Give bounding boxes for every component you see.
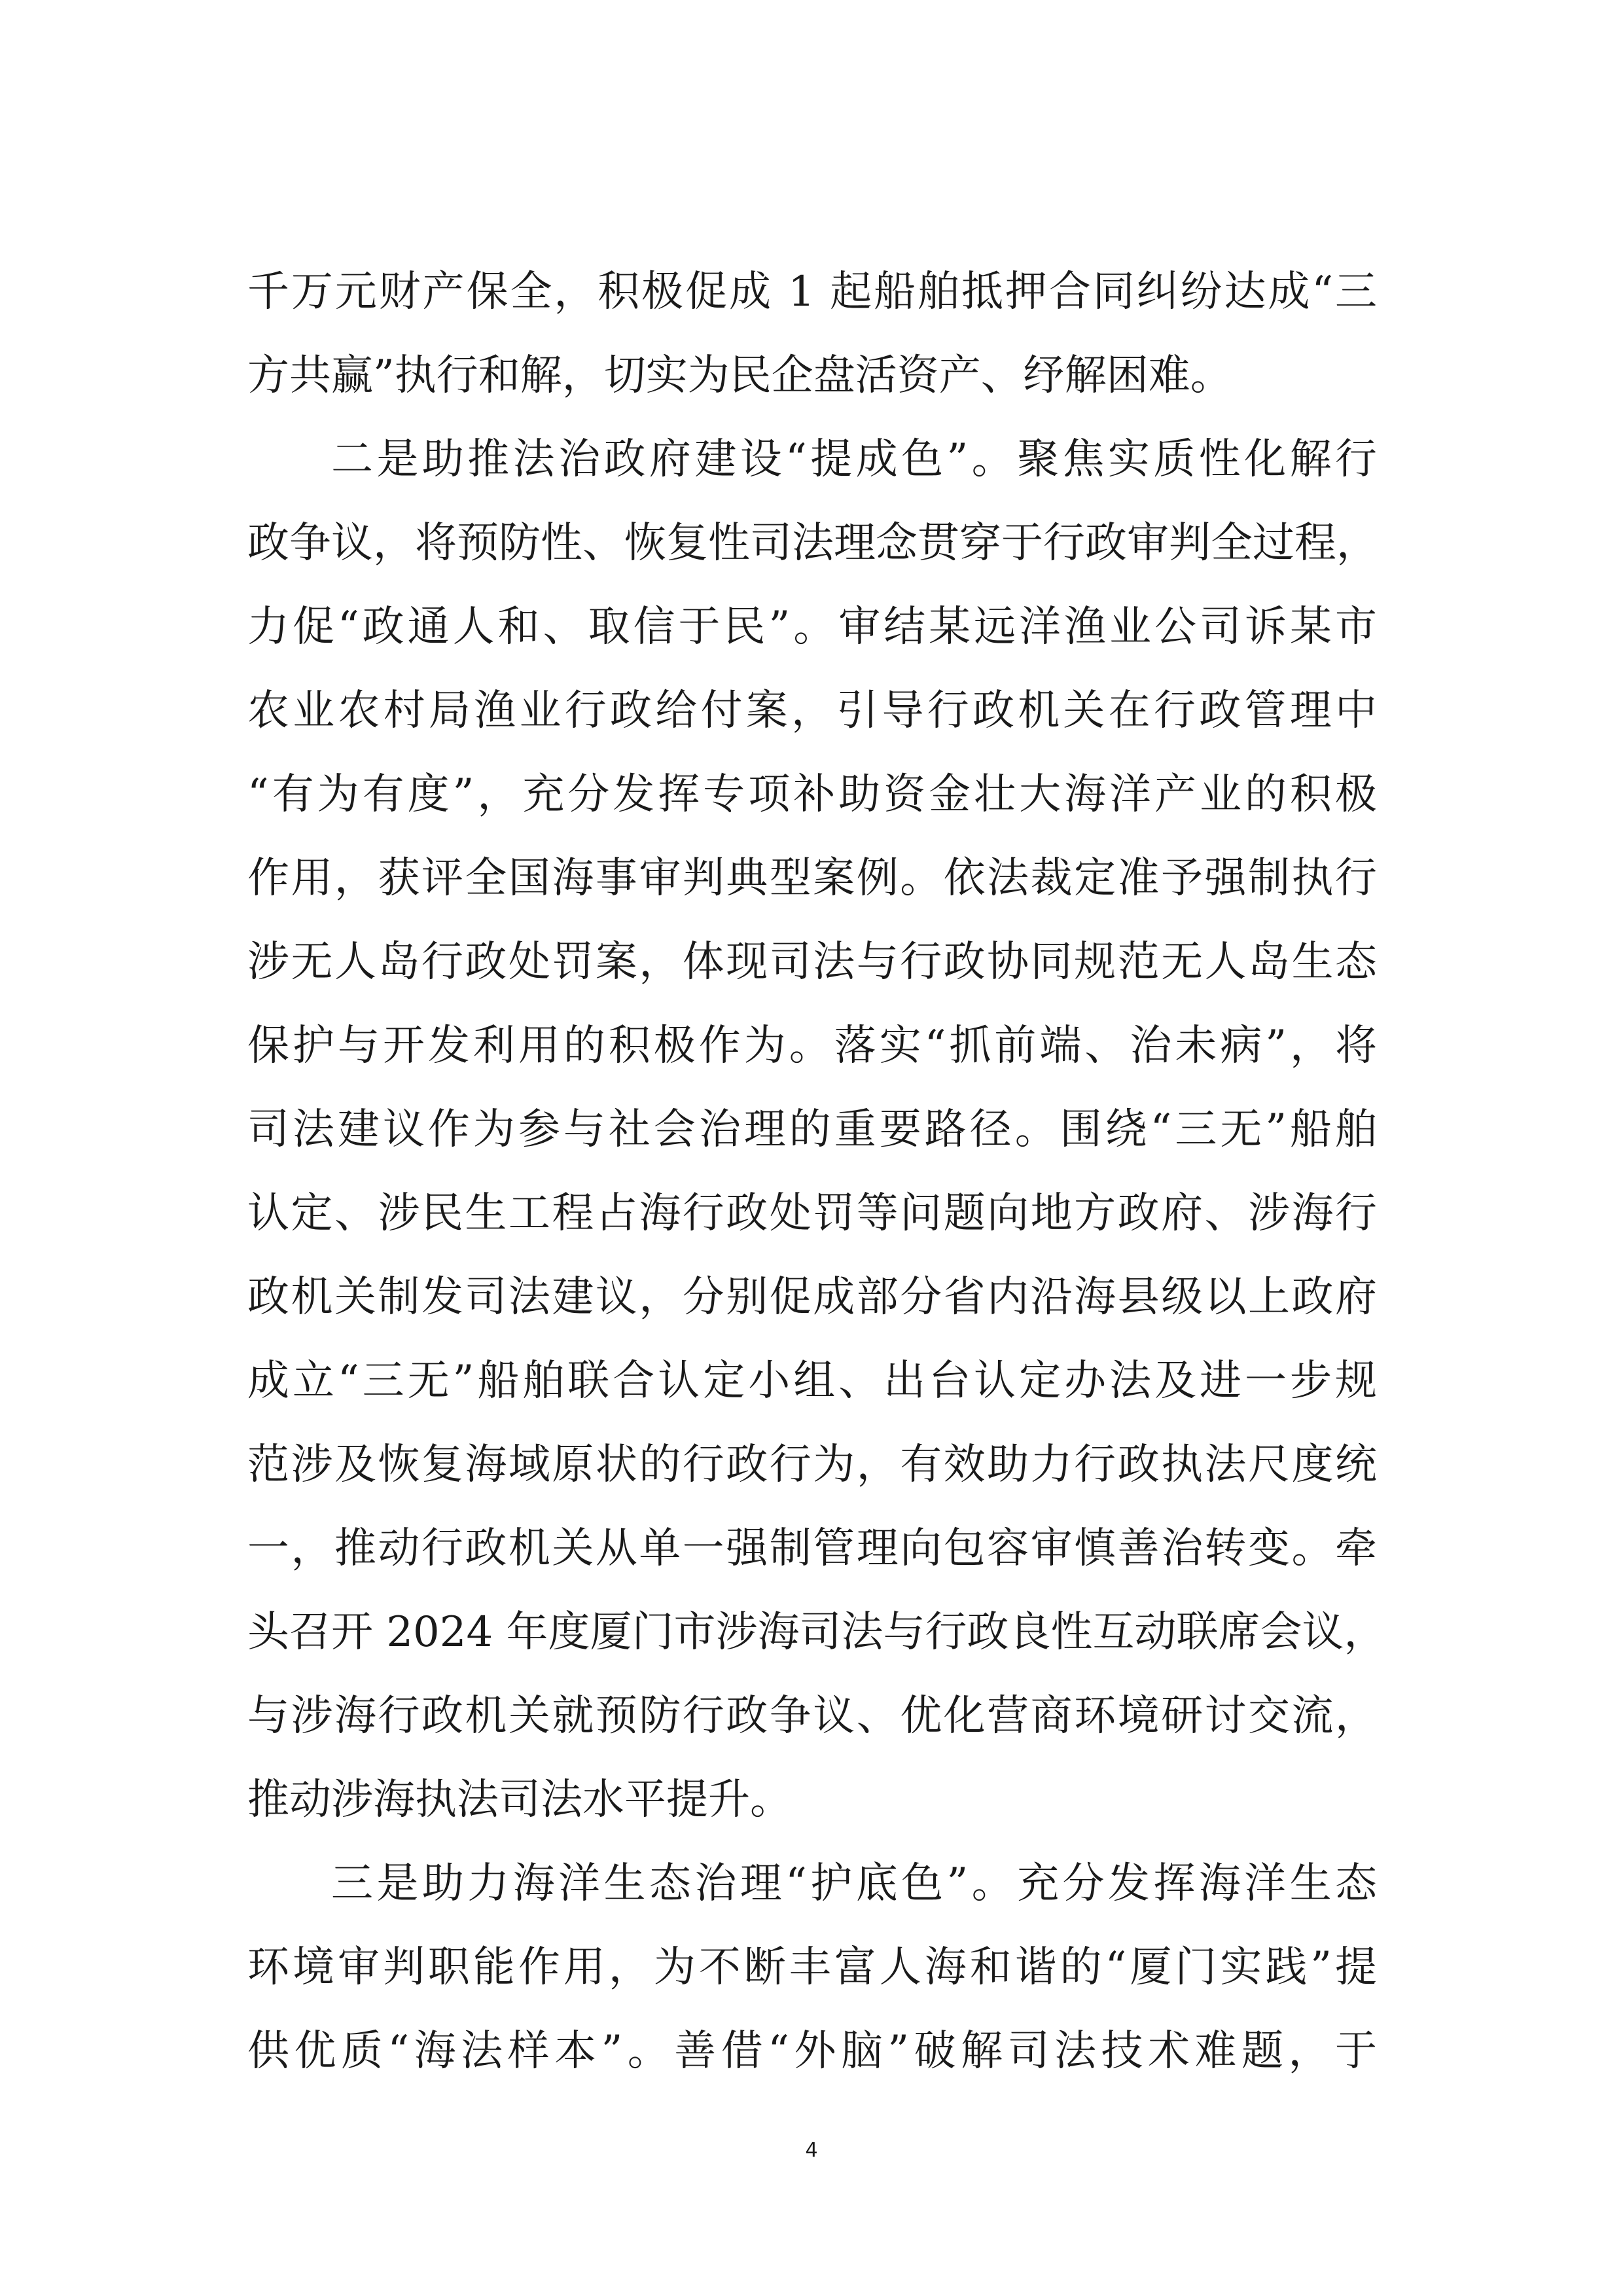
text-line: 政争议，将预防性、恢复性司法理念贯穿于行政审判全过程， bbox=[247, 519, 1378, 567]
text-line: 三是助力海洋生态治理“护底色”。充分发挥海洋生态 bbox=[331, 1859, 1377, 1908]
text-line: 成立“三无”船舶联合认定小组、出台认定办法及进一步规 bbox=[247, 1357, 1377, 1405]
text-line: 保护与开发利用的积极作为。落实“抓前端、治未病”，将 bbox=[247, 1022, 1377, 1070]
text-line: 认定、涉民生工程占海行政处罚等问题向地方政府、涉海行 bbox=[247, 1189, 1377, 1238]
text-line: 涉无人岛行政处罚案，体现司法与行政协同规范无人岛生态 bbox=[247, 938, 1377, 986]
text-line: 范涉及恢复海域原状的行政行为，有效助力行政执法尺度统 bbox=[247, 1441, 1377, 1489]
page-number: 4 bbox=[805, 2139, 818, 2162]
paragraph-rule-of-law-government bbox=[247, 418, 1386, 1842]
text-line: 政机关制发司法建议，分别促成部分省内沿海县级以上政府 bbox=[247, 1273, 1377, 1321]
text-line: 千万元财产保全，积极促成 1 起船舶抵押合同纠纷达成“三 bbox=[247, 268, 1377, 316]
document-body bbox=[247, 250, 1386, 2093]
text-line: 方共赢”执行和解，切实为民企盘活资产、纾解困难。 bbox=[247, 351, 1232, 400]
text-line: 头召开 2024 年度厦门市涉海司法与行政良性互动联席会议， bbox=[247, 1608, 1386, 1657]
text-line: 二是助推法治政府建设“提成色”。聚焦实质性化解行 bbox=[331, 435, 1377, 484]
text-line: 与涉海行政机关就预防行政争议、优化营商环境研讨交流， bbox=[247, 1692, 1377, 1740]
text-line: 环境审判职能作用，为不断丰富人海和谐的“厦门实践”提 bbox=[247, 1943, 1377, 1992]
text-line: 力促“政通人和、取信于民”。审结某远洋渔业公司诉某市 bbox=[247, 603, 1377, 651]
text-line: 作用，获评全国海事审判典型案例。依法裁定准予强制执行 bbox=[247, 854, 1377, 903]
text-line: 供优质“海法样本”。善借“外脑”破解司法技术难题，于 bbox=[247, 2027, 1377, 2075]
text-line: 农业农村局渔业行政给付案，引导行政机关在行政管理中 bbox=[247, 687, 1377, 735]
text-line: 推动涉海执法司法水平提升。 bbox=[247, 1776, 792, 1824]
text-line: 一，推动行政机关从单一强制管理向包容审慎善治转变。牵 bbox=[247, 1524, 1377, 1573]
paragraph-marine-ecology bbox=[247, 1842, 1377, 2093]
text-line: “有为有度”，充分发挥专项补助资金壮大海洋产业的积极 bbox=[247, 770, 1377, 819]
paragraph-continuation bbox=[247, 250, 1377, 418]
text-line: 司法建议作为参与社会治理的重要路径。围绕“三无”船舶 bbox=[247, 1105, 1377, 1154]
